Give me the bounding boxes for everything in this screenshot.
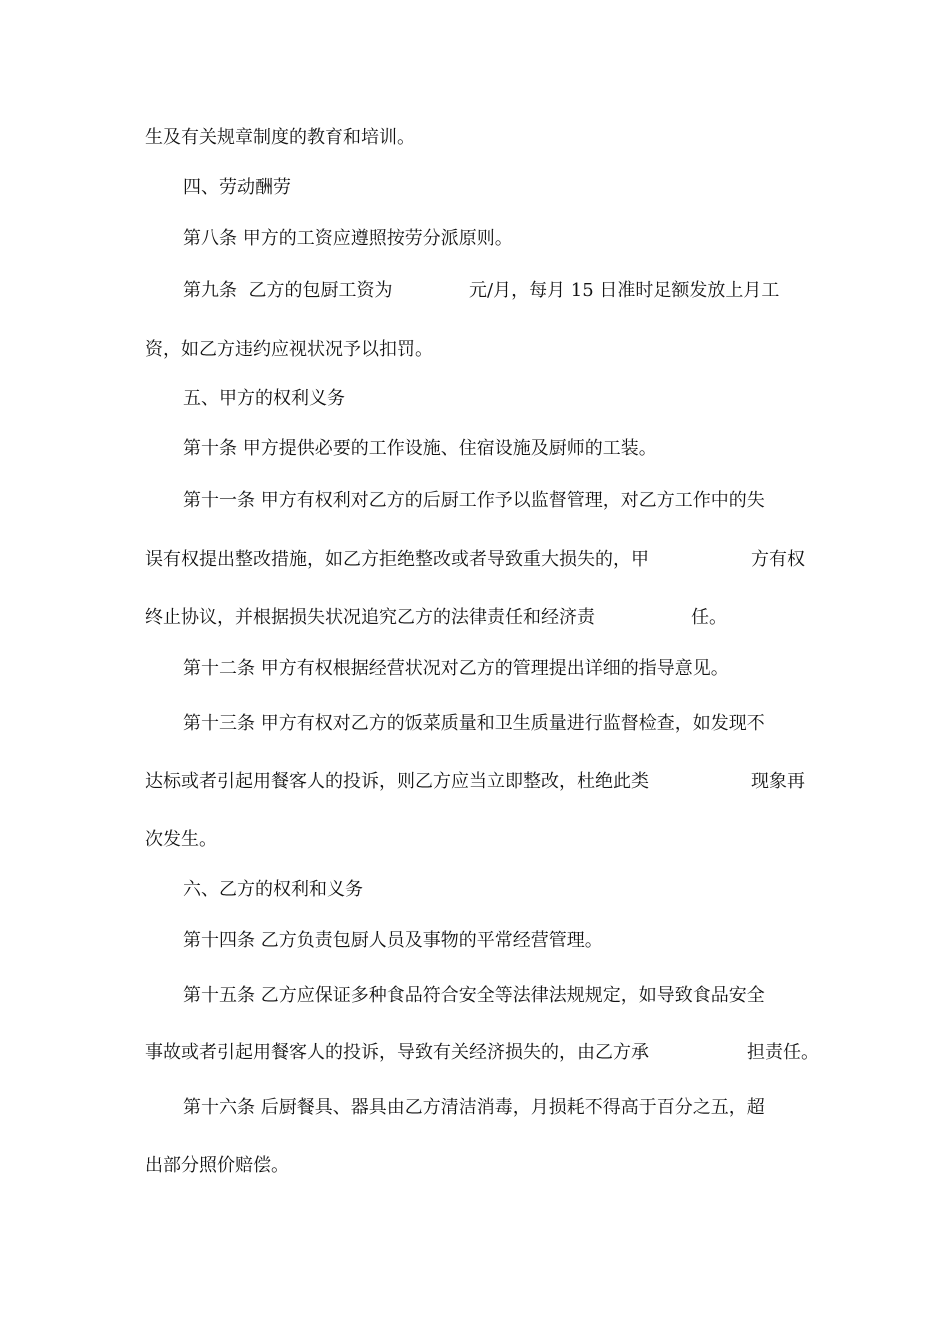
paragraph-line: 资，如乙方违约应视状况予以扣罚。: [145, 339, 433, 360]
paragraph-line: 终止协议，并根据损失状况追究乙方的法律责任和经济责: [145, 607, 595, 628]
section-heading: 六、乙方的权利和义务: [183, 879, 363, 900]
article-9-part-1: 第九条 乙方的包厨工资为: [183, 280, 393, 301]
paragraph-line: 误有权提出整改措施，如乙方拒绝整改或者导致重大损失的，甲: [145, 549, 649, 570]
article-11: 第十一条 甲方有权利对乙方的后厨工作予以监督管理，对乙方工作中的失: [183, 490, 765, 511]
paragraph-line: 生及有关规章制度的教育和培训。: [145, 127, 415, 148]
paragraph-line: 达标或者引起用餐客人的投诉，则乙方应当立即整改，杜绝此类: [145, 771, 649, 792]
article-15: 第十五条 乙方应保证多种食品符合安全等法律法规规定，如导致食品安全: [183, 985, 765, 1006]
paragraph-line: 出部分照价赔偿。: [145, 1155, 289, 1176]
paragraph-line-tail: 现象再: [751, 771, 805, 792]
article-9-part-2: 元/月，每月 15 日准时足额发放上月工: [469, 280, 780, 301]
paragraph-line: 事故或者引起用餐客人的投诉，导致有关经济损失的，由乙方承: [145, 1042, 649, 1063]
section-heading: 五、甲方的权利义务: [183, 388, 345, 409]
article-16: 第十六条 后厨餐具、器具由乙方清洁消毒，月损耗不得高于百分之五，超: [183, 1097, 765, 1118]
article-13: 第十三条 甲方有权对乙方的饭菜质量和卫生质量进行监督检查，如发现不: [183, 713, 765, 734]
article-8: 第八条 甲方的工资应遵照按劳分派原则。: [183, 228, 513, 249]
paragraph-line-tail: 任。: [691, 607, 727, 628]
article-10: 第十条 甲方提供必要的工作设施、住宿设施及厨师的工装。: [183, 438, 657, 459]
paragraph-line-tail: 担责任。: [747, 1042, 819, 1063]
section-heading: 四、劳动酬劳: [183, 177, 291, 198]
paragraph-line: 次发生。: [145, 829, 217, 850]
paragraph-line-tail: 方有权: [751, 549, 805, 570]
article-12: 第十二条 甲方有权根据经营状况对乙方的管理提出详细的指导意见。: [183, 658, 729, 679]
article-14: 第十四条 乙方负责包厨人员及事物的平常经营管理。: [183, 930, 603, 951]
